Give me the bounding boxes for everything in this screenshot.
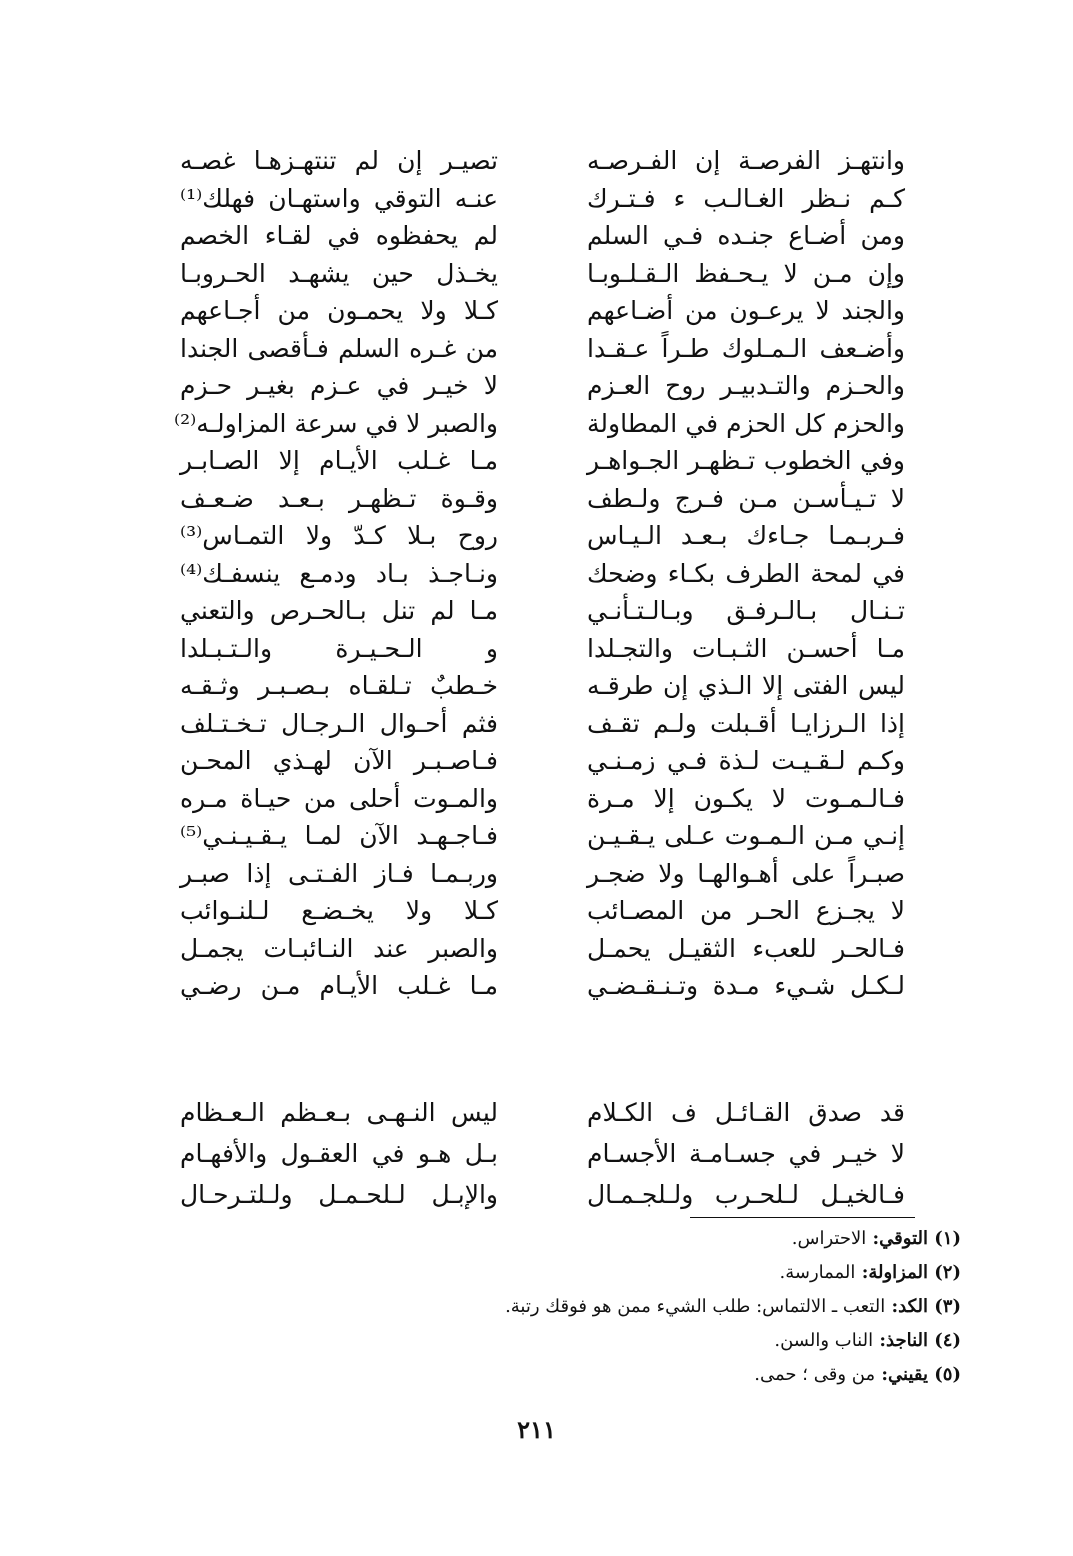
hemistich-first: فـالحـر للعبء الثقيـل يحمـل <box>587 933 905 963</box>
hemistich-second: لا خيـر في عـزم بغيـر حـزم <box>180 371 498 400</box>
hemistich-first: وإن مـن لا يـحـفظ الـقـلـوبـا <box>587 258 905 288</box>
hemistich-first: فـربـمـا جـاءك بـعـد الـيـاس <box>587 521 905 550</box>
hemistich-first: قد صدق القـائـل ف الكـلام <box>587 1098 905 1127</box>
hemistich-second: والصبر عند النـائبـات يجمـل <box>180 933 498 963</box>
hemistich-second: فـاجـهـد الآن لمـا يـقـيـنـي⁽⁵⁾ <box>180 821 498 850</box>
hemistich-first: وكـم لـقـيـت لـذة فـي زمـنـي <box>587 746 905 775</box>
verse-line <box>180 630 905 668</box>
footnote-definition: التعب ـ الالتماس: طلب الشيء ممن هو فوقك رتبة. <box>505 1296 886 1317</box>
footnote-definition: الناب والسن. <box>774 1330 874 1351</box>
hemistich-second: خـطبٌ تـلقـاه بـصـبـر وثـقـه <box>180 671 498 700</box>
hemistich-second: بـل هـو في العقـول والأفهـام <box>180 1139 498 1168</box>
hemistich-first: فـالخيـل لـلحـرب ولـلجـمـال <box>587 1180 905 1209</box>
footnote <box>261 1358 961 1392</box>
hemistich-first: وانتهـز الفرصـة إن الفـرصـه <box>587 146 905 175</box>
hemistich-second: مـا غـلب الأيـام إلا الصـابـر <box>180 446 498 475</box>
hemistich-second: روح بـلا كـدّ ولا التمـاس⁽³⁾ <box>180 521 498 550</box>
hemistich-first: والحـزم والتـدبيـر روح العـزم <box>587 371 905 400</box>
footnote-term: (٣) الكد: <box>891 1296 961 1317</box>
footnote <box>261 1256 961 1290</box>
verse-line <box>180 1092 905 1133</box>
footnote-definition: الاحتراس. <box>791 1228 867 1249</box>
hemistich-first: وأضـعف الـمـلوك طـراً عـقـدا <box>587 333 905 363</box>
verse-line <box>180 967 905 1005</box>
verse-line <box>173 405 905 443</box>
footnote-separator <box>690 1217 915 1218</box>
hemistich-first: صبـراً على أهـوالهـا ولا ضجـر <box>587 858 905 888</box>
hemistich-first: تـنـال بـالـرفـق وبـالـتـأنـي <box>587 596 905 625</box>
verse-line <box>180 142 905 180</box>
hemistich-first: إنـي مـن الـمـوت عـلى يـقـيـن <box>587 821 905 850</box>
verse-line <box>180 442 905 480</box>
verse-line <box>180 255 905 293</box>
verse-line <box>180 330 905 368</box>
footnote-term: (٥) يقيني: <box>881 1364 961 1385</box>
verse-line <box>180 480 905 518</box>
footnotes <box>261 1222 961 1392</box>
hemistich-second: والإبـل لـلحـمـل ولـلتـرحـال <box>180 1180 498 1209</box>
hemistich-first: مـا أحسـن الثـبـات والتجـلدا <box>587 633 905 663</box>
hemistich-second: كـلا ولا يحمـون من أجـاعهم <box>180 296 498 325</box>
hemistich-second: ليس النـهـى بـعـظم الـعـظام <box>180 1098 498 1127</box>
verse-line <box>180 517 905 555</box>
verse-line <box>180 780 905 818</box>
footnote <box>261 1324 961 1358</box>
hemistich-first: في لمحة الطرف بكـاء وضحك <box>587 558 905 588</box>
footnote-term: (١) التوقي: <box>872 1228 961 1249</box>
hemistich-second: تصيـر إن لم تنتهـزهـا غصـه <box>180 146 498 175</box>
footnote <box>261 1222 961 1256</box>
footnote-definition: من وقى ؛ حمى. <box>754 1364 876 1385</box>
hemistich-first: فـالـمـوت لا يكـون إلا مـرة <box>587 783 905 813</box>
hemistich-first: ليس الفتى إلا الـذي إن طرقـه <box>587 671 905 700</box>
hemistich-second: مـا غـلب الأيـام مـن رضـي <box>180 971 498 1000</box>
hemistich-second: لم يحفظوه في لقـاء الخصم <box>180 221 498 250</box>
hemistich-second: فـاصـبـر الآن لهـذي المحـن <box>180 746 498 775</box>
verse-line <box>180 1174 905 1215</box>
footnote-term: (٤) الناجذ: <box>879 1330 961 1351</box>
verse-line <box>180 742 905 780</box>
verse-line <box>180 292 905 330</box>
hemistich-second: والمـوت أحلى من حيـاة مـره <box>180 783 498 813</box>
hemistich-second: يخـذل حين يشهـد الحـروبـا <box>180 258 498 288</box>
hemistich-second: و الـحـيـرة والـتـبـلدا <box>180 633 498 663</box>
verse-line <box>180 817 905 855</box>
verse-line <box>180 217 905 255</box>
verse-line <box>180 892 905 930</box>
hemistich-second: كـلا ولا يخـضـع لـلنـوائب <box>180 896 498 925</box>
poem-block-closing <box>180 1092 905 1215</box>
hemistich-second: ونـاجـذ بـاد ودمـع ينسفـك⁽⁴⁾ <box>180 558 498 588</box>
hemistich-first: لا يجـزع الحـر من المصـائب <box>587 896 905 925</box>
hemistich-second: والصبر لا في سرعة المزاولـه⁽²⁾ <box>173 408 498 438</box>
hemistich-first: والجند لا يرعـون من أضـاعهم <box>587 296 905 325</box>
verse-line <box>180 180 905 218</box>
hemistich-second: من غـره السلم فـأقصى الجندا <box>180 333 498 363</box>
poem-block-main <box>173 142 905 1005</box>
hemistich-first: لا تـيـأسـن مـن فـرج ولـطف <box>587 483 905 513</box>
hemistich-second: وربـمـا فـاز الفـتـى إذا صبـر <box>180 858 498 888</box>
hemistich-first: إذا الـرزايـا أقـبلت ولـم تقـف <box>587 708 905 738</box>
hemistich-first: والحزم كل الحزم في المطاولة <box>587 408 905 438</box>
hemistich-second: فثم أحـوال الـرجـال تـخـتـلف <box>180 708 498 738</box>
verse-line <box>180 555 905 593</box>
verse-line <box>180 1133 905 1174</box>
hemistich-first: لا خيـر في جسـامـة الأجسـام <box>587 1139 905 1168</box>
footnote <box>261 1290 961 1324</box>
hemistich-second: وقـوة تـظهـر بـعـد ضـعـف <box>180 483 498 513</box>
hemistich-first: وفي الخطوب تـظهـر الجـواهـر <box>587 446 905 475</box>
hemistich-first: ومن أضـاع جنـده فـي السلم <box>587 221 905 250</box>
footnote-term: (٢) المزاولة: <box>861 1262 961 1283</box>
footnote-definition: الممارسة. <box>779 1262 856 1283</box>
hemistich-first: لـكـل شـيء مـدة وتـنـقـضـي <box>587 971 905 1000</box>
verse-line <box>180 367 905 405</box>
hemistich-first: كـم نـظر الغـالـب ء فـتـرك <box>587 183 905 213</box>
verse-line <box>180 705 905 743</box>
hemistich-second: مـا لم تنل بـالحـرص والتعني <box>180 596 498 625</box>
page-number: ٢١١ <box>517 1415 556 1444</box>
hemistich-second: عنـه التوقي واستهـان فهلك⁽¹⁾ <box>180 183 498 213</box>
verse-line <box>180 592 905 630</box>
verse-line <box>180 855 905 893</box>
verse-line <box>180 930 905 968</box>
verse-line <box>180 667 905 705</box>
